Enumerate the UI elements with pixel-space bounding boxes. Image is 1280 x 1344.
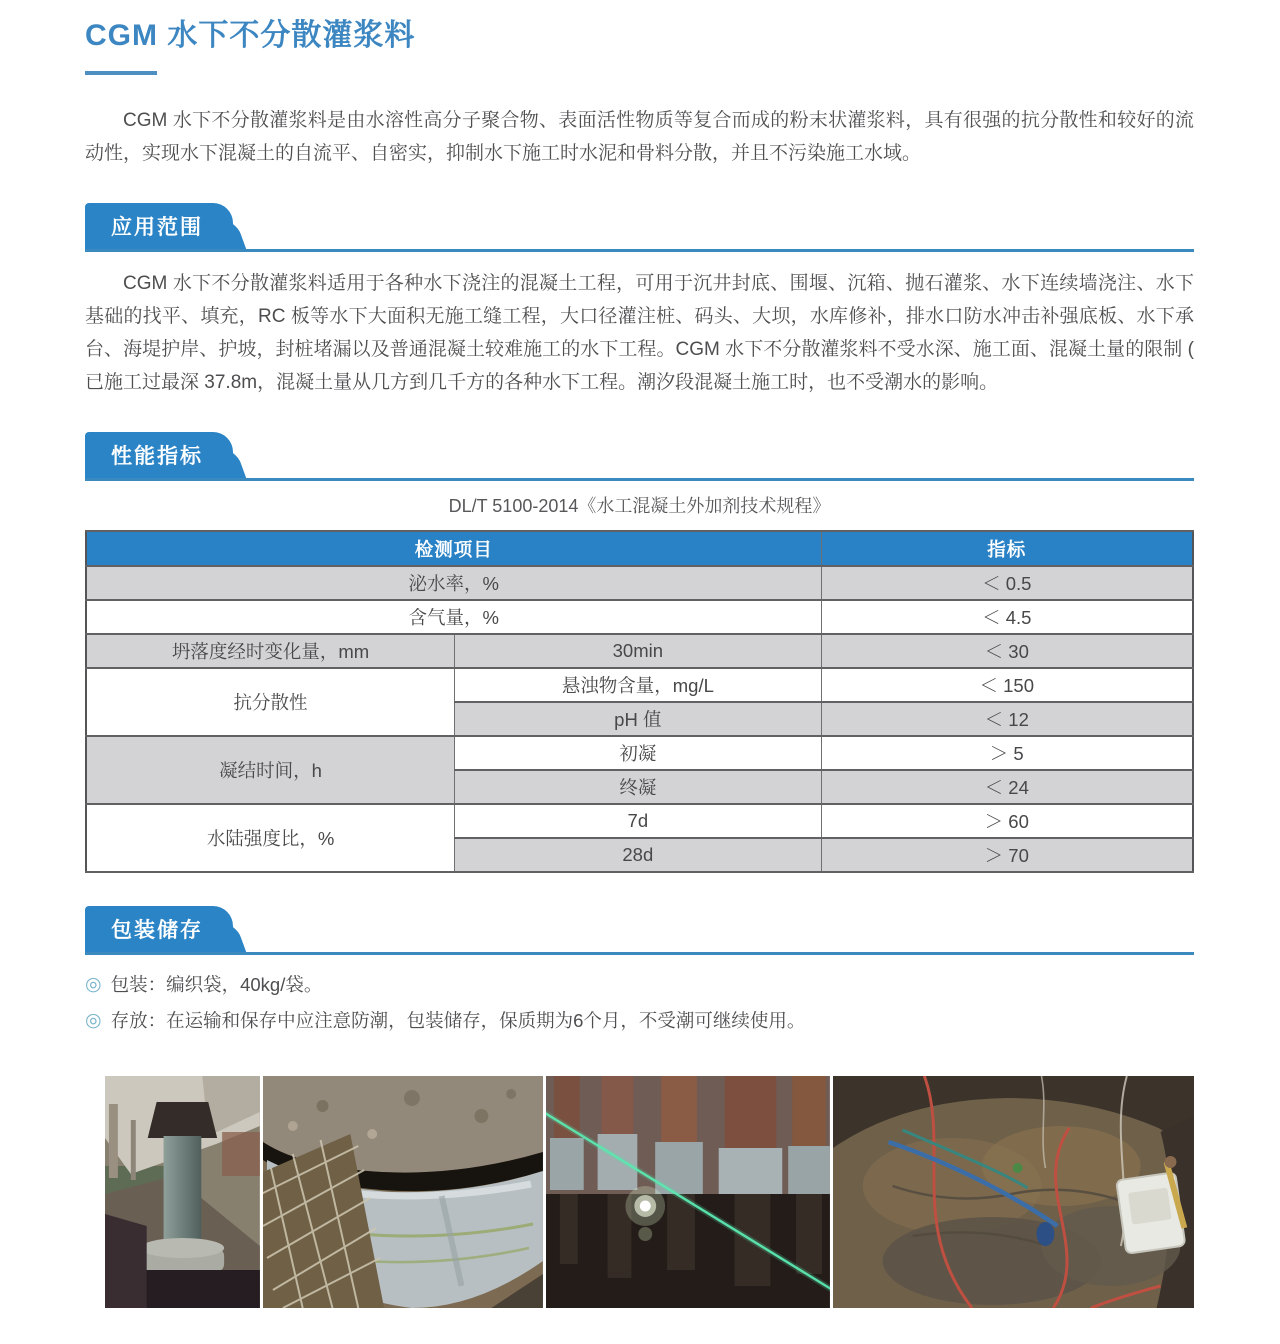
table-cell-item: 凝结时间，h — [86, 736, 455, 804]
title-underline — [85, 71, 157, 75]
table-row — [86, 600, 1193, 634]
photo-strip — [105, 1076, 1194, 1308]
table-cell-value: ＜ 4.5 — [821, 600, 1193, 634]
table-cell-item: 坍落度经时变化量，mm — [86, 634, 455, 668]
section-packaging — [85, 906, 1194, 955]
section-application — [85, 203, 1194, 252]
table-cell-sub: pH 值 — [455, 702, 821, 736]
ring-bullet-icon: ◎ — [85, 974, 102, 995]
table-cell-sub: 30min — [455, 634, 821, 668]
bullet-text: 存放：在运输和保存中应注意防潮，包装储存，保质期为6个月，不受潮可继续使用。 — [110, 1010, 806, 1031]
standard-reference: DL/T 5100-2014《水工混凝土外加剂技术规程》 — [448, 496, 831, 516]
table-cell-sub: 终凝 — [455, 770, 821, 804]
section-divider-line — [85, 478, 1194, 481]
packaging-bullets — [85, 967, 1194, 1039]
list-item — [85, 1003, 1194, 1039]
table-header-item: 检测项目 — [86, 531, 821, 566]
table-cell-sub: 悬浊物含量，mg/L — [455, 668, 821, 702]
table-cell-item: 水陆强度比，% — [86, 804, 455, 872]
cofferdam-excavation-photo — [833, 1076, 1194, 1308]
table-cell-item: 含气量，% — [86, 600, 821, 634]
table-cell-sub: 7d — [455, 804, 821, 838]
application-paragraph: CGM 水下不分散灌浆料适用于各种水下浇注的混凝土工程，可用于沉井封底、围堰、沉箱、抛石灌浆、水下连续墙浇注、水下基础的找平、填充，RC 板等水下大面积无施工缝工程，大口径灌注桩、码头、大坝，水库修补，排水口防水冲击补强底板、水下承台、海堤护岸、护坡，封桩堵漏以及普通混凝土较难施工的水下工程。CGM 水下不分散灌浆料不受水深、施工面、混凝土量的限制 ( 已施工过最深 37.8m，混凝土量从几方到几千方的各种水下工程。潮汐段混凝土施工时，也不受潮水的影响。 — [85, 273, 1194, 393]
table-cell-value: ＞ 60 — [821, 804, 1193, 838]
table-cell-value: ＜ 0.5 — [821, 566, 1193, 600]
table-row — [86, 566, 1193, 600]
table-row — [86, 668, 1193, 702]
ring-bullet-icon: ◎ — [85, 1010, 102, 1031]
section-divider-line — [85, 952, 1194, 955]
table-header-row — [86, 531, 1193, 566]
table-cell-item: 抗分散性 — [86, 668, 455, 736]
page-title: CGM 水下不分散灌浆料 — [85, 19, 416, 52]
table-cell-value: ＞ 5 — [821, 736, 1193, 770]
table-row — [86, 634, 1193, 668]
bullet-text: 包装：编织袋，40kg/袋。 — [110, 974, 323, 995]
table-row — [86, 736, 1193, 770]
table-cell-sub: 28d — [455, 838, 821, 872]
pier-jacket-closeup-photo — [263, 1076, 543, 1308]
section-performance — [85, 432, 1194, 481]
table-header-value: 指标 — [821, 531, 1193, 566]
table-cell-sub: 初凝 — [455, 736, 821, 770]
table-cell-value: ＜ 12 — [821, 702, 1193, 736]
section-badge-packaging: 包装储存 — [85, 906, 233, 952]
performance-table — [85, 530, 1194, 873]
table-cell-item: 泌水率，% — [86, 566, 821, 600]
bridge-pier-column-photo — [105, 1076, 260, 1308]
section-divider-line — [85, 249, 1194, 252]
table-row — [86, 804, 1193, 838]
section-badge-application: 应用范围 — [85, 203, 233, 249]
list-item — [85, 967, 1194, 1003]
section-badge-performance: 性能指标 — [85, 432, 233, 478]
intro-paragraph: CGM 水下不分散灌浆料是由水溶性高分子聚合物、表面活性物质等复合而成的粉末状灌浆料，具有很强的抗分散性和较好的流动性，实现水下混凝土的自流平、自密实，抑制水下施工时水泥和骨料分散，并且不污染施工水域。 — [85, 110, 1194, 164]
table-cell-value: ＜ 24 — [821, 770, 1193, 804]
table-cell-value: ＞ 70 — [821, 838, 1193, 872]
table-cell-value: ＜ 150 — [821, 668, 1193, 702]
table-cell-value: ＜ 30 — [821, 634, 1193, 668]
night-piers-laser-photo — [546, 1076, 830, 1308]
